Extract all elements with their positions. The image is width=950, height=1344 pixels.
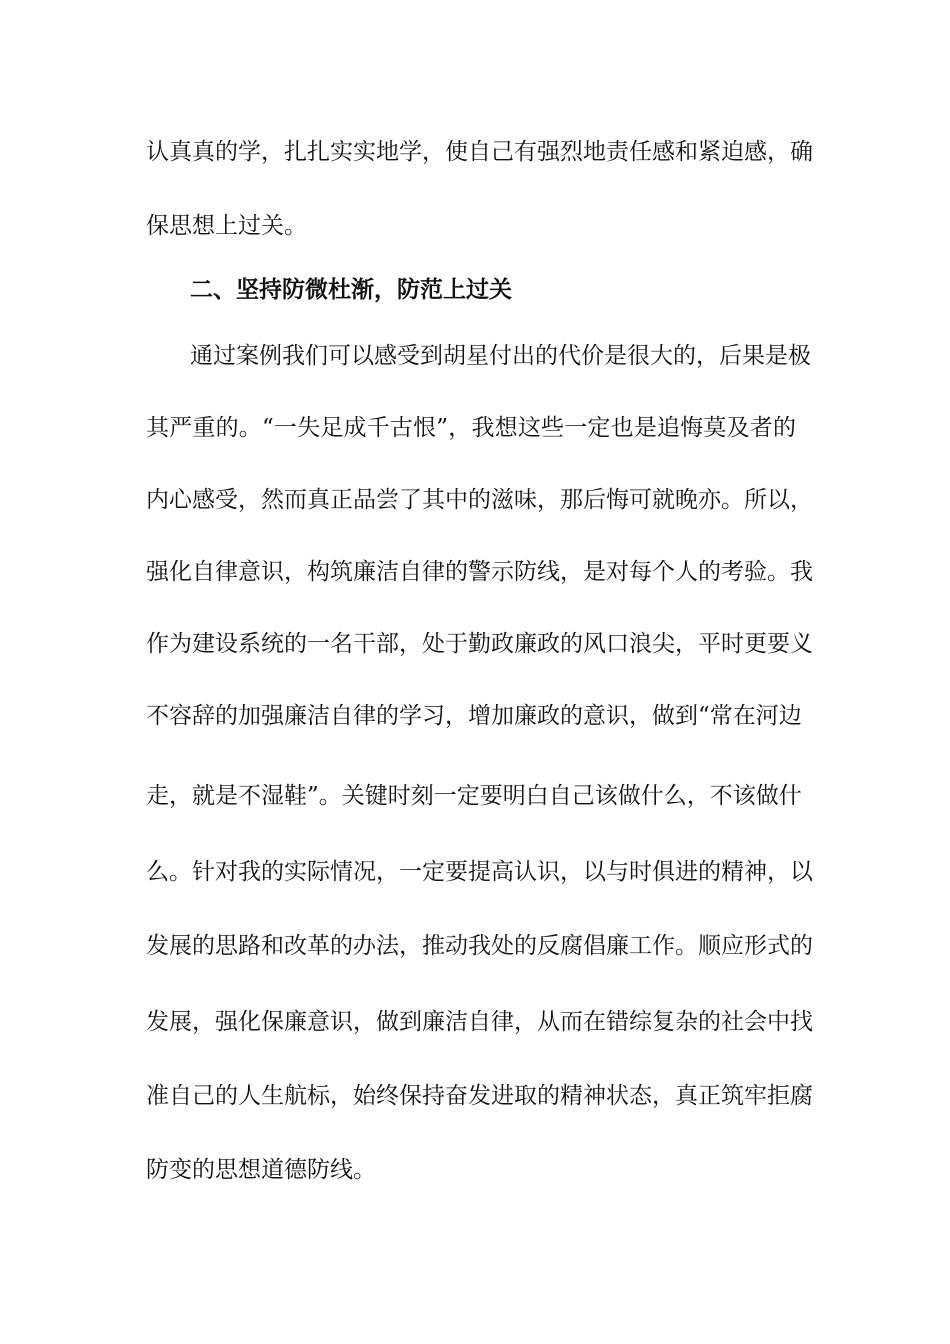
text-line: 么。针对我的实际情况，一定要提高认识，以与时俱进的精神，以 [146, 859, 813, 885]
text-line: 准自己的人生航标，始终保持奋发进取的精神状态，真正筑牢拒腐 [146, 1083, 813, 1109]
text-line: 发展，强化保廉意识，做到廉洁自律，从而在错综复杂的社会中找 [146, 1009, 813, 1035]
section-heading: 二、坚持防微杜渐，防范上过关 [190, 277, 512, 303]
text-line: 通过案例我们可以感受到胡星付出的代价是很大的，后果是极 [190, 343, 811, 369]
text-line: 其严重的。“一失足成千古恨”，我想这些一定也是追悔莫及者的 [146, 415, 796, 441]
text-line: 保思想上过关。 [146, 213, 307, 239]
text-line: 不容辞的加强廉洁自律的学习，增加廉政的意识，做到“常在河边 [146, 703, 802, 729]
text-line: 发展的思路和改革的办法，推动我处的反腐倡廉工作。顺应形式的 [146, 933, 813, 959]
text-line: 作为建设系统的一名干部，处于勤政廉政的风口浪尖，平时更要义 [146, 631, 813, 657]
text-line: 内心感受，然而真正品尝了其中的滋味，那后悔可就晚亦。所以， [146, 487, 813, 513]
text-line: 防变的思想道德防线。 [146, 1157, 376, 1183]
text-line: 走，就是不湿鞋”。关键时刻一定要明白自己该做什么，不该做什 [146, 783, 802, 809]
text-line: 认真真的学，扎扎实实地学，使自己有强烈地责任感和紧迫感，确 [146, 139, 813, 165]
text-line: 强化自律意识，构筑廉洁自律的警示防线，是对每个人的考验。我 [146, 559, 813, 585]
